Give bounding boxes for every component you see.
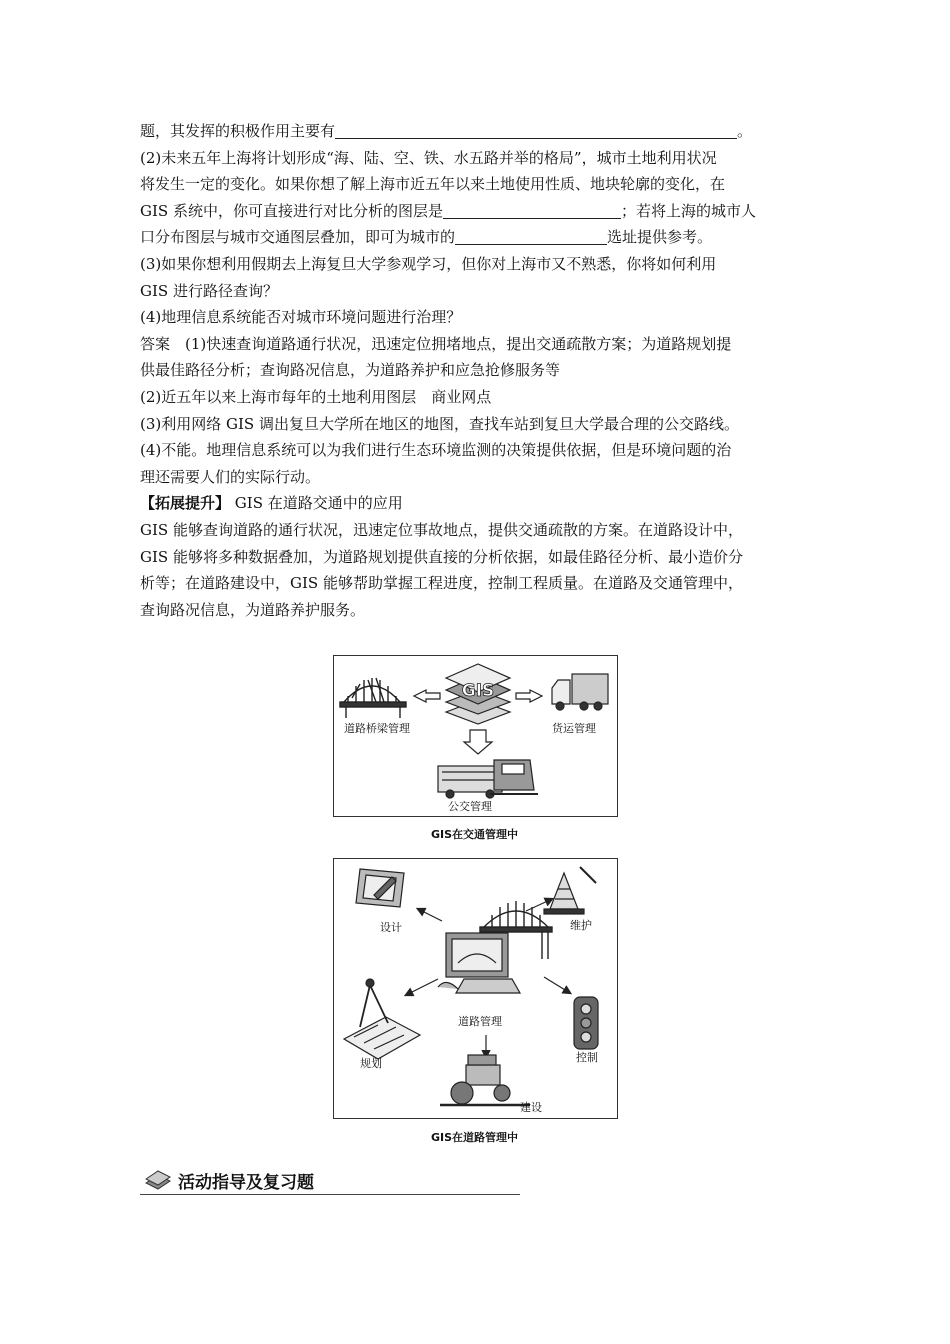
answer-line: 供最佳路径分析；查询路况信息，为道路养护和应急抢修服务等 [140,361,561,380]
arrow-to-control-icon [544,977,570,993]
text-line: GIS 能够查询道路的通行状况，迅速定位事故地点，提供交通疏散的方案。在道路设计中， [140,520,743,539]
design-tablet-icon [356,869,404,907]
road-roller-icon [440,1055,530,1105]
text: 。 [737,122,753,140]
figure-2-caption: GIS在道路管理中 [430,1131,519,1144]
label-control: 控制 [576,1051,598,1064]
arrow-left-icon [414,690,440,702]
text-line [140,224,820,251]
figure-traffic-management [333,655,618,817]
label-build: 建设 [520,1101,542,1114]
text-line [140,118,820,145]
arrow-right-icon [516,690,542,702]
figure-road-management [333,858,618,1119]
heading-text: GIS 在道路交通中的应用 [230,494,403,513]
text-line: GIS 进行路径查询？ [140,281,278,300]
text: 选址提供参考。 [607,228,713,247]
figure-1-drawing [334,656,617,816]
arrow-to-design-icon [418,909,442,921]
text: 口分布图层与城市交通图层叠加，即可为城市的 [140,228,456,247]
arrow-down-icon [464,730,492,754]
label-maintain: 维护 [570,919,592,932]
answer-line: (4)不能。地理信息系统可以为我们进行生态环境监测的决策提供依据，但是环境问题的治 [140,441,732,460]
answer-line: 答案 (1)快速查询道路通行状况，迅速定位拥堵地点，提出交通疏散方案；为道路规划提 [140,334,732,353]
gis-label: GIS [461,681,495,701]
heading-line [140,490,820,517]
maintenance-cone-icon [544,867,596,914]
label-bus-management: 公交管理 [448,800,492,813]
traffic-light-icon [574,997,598,1049]
label-bridge-management: 道路桥梁管理 [344,722,410,735]
answer-line: (3)利用网络 GIS 调出复旦大学所在地区的地图，查找车站到复旦大学最合理的公交路线。 [140,414,739,433]
section-title: 活动指导及复习题 [178,1173,314,1193]
book-icon [144,1169,172,1191]
label-plan: 规划 [360,1057,382,1070]
answer-line: 理还需要人们的实际行动。 [140,467,321,486]
section-heading [140,1166,520,1195]
label-freight-management: 货运管理 [552,722,596,735]
document-body [140,118,820,623]
answer-blank[interactable] [335,122,737,139]
text-line: GIS 能够将多种数据叠加，为道路规划提供直接的分析依据，如最佳路径分析、最小造价分 [140,547,743,566]
answer-blank[interactable] [443,202,621,219]
answer-blank[interactable] [455,228,607,245]
label-road-management: 道路管理 [458,1015,502,1028]
text-line: 析等；在道路建设中，GIS 能够帮助掌握工程进度，控制工程质量。在道路及交通管理中， [140,574,743,593]
text-line: (2)未来五年上海将计划形成“海、陆、空、铁、水五路并举的格局”，城市土地利用状况 [140,148,717,167]
figure-2-drawing [334,859,617,1118]
figure-1-caption: GIS在交通管理中 [430,828,519,841]
text: GIS 系统中，你可直接进行对比分析的图层是 [140,201,443,220]
arrow-to-plan-icon [406,979,438,995]
label-design: 设计 [380,921,402,934]
planning-compass-icon [344,979,420,1059]
text-line: 将发生一定的变化。如果你想了解上海市近五年以来土地使用性质、地块轮廓的变化，在 [140,175,726,194]
answer-line: (2)近五年以来上海市每年的土地利用图层 商业网点 [140,387,492,406]
text-line [140,198,820,225]
text: ；若将上海的城市人 [620,201,756,220]
text-line: (4)地理信息系统能否对城市环境问题进行治理？ [140,308,462,327]
heading-tag: 【拓展提升】 [140,494,231,513]
text: 题，其发挥的积极作用主要有 [140,122,336,140]
text-line: (3)如果你想利用假期去上海复旦大学参观学习，但你对上海市又不熟悉，你将如何利用 [140,254,717,273]
train-icon [490,760,538,794]
text-line: 查询路况信息，为道路养护服务。 [140,600,366,619]
bridge-icon [340,678,406,718]
computer-monitor-icon [438,933,520,993]
truck-icon [552,674,608,710]
